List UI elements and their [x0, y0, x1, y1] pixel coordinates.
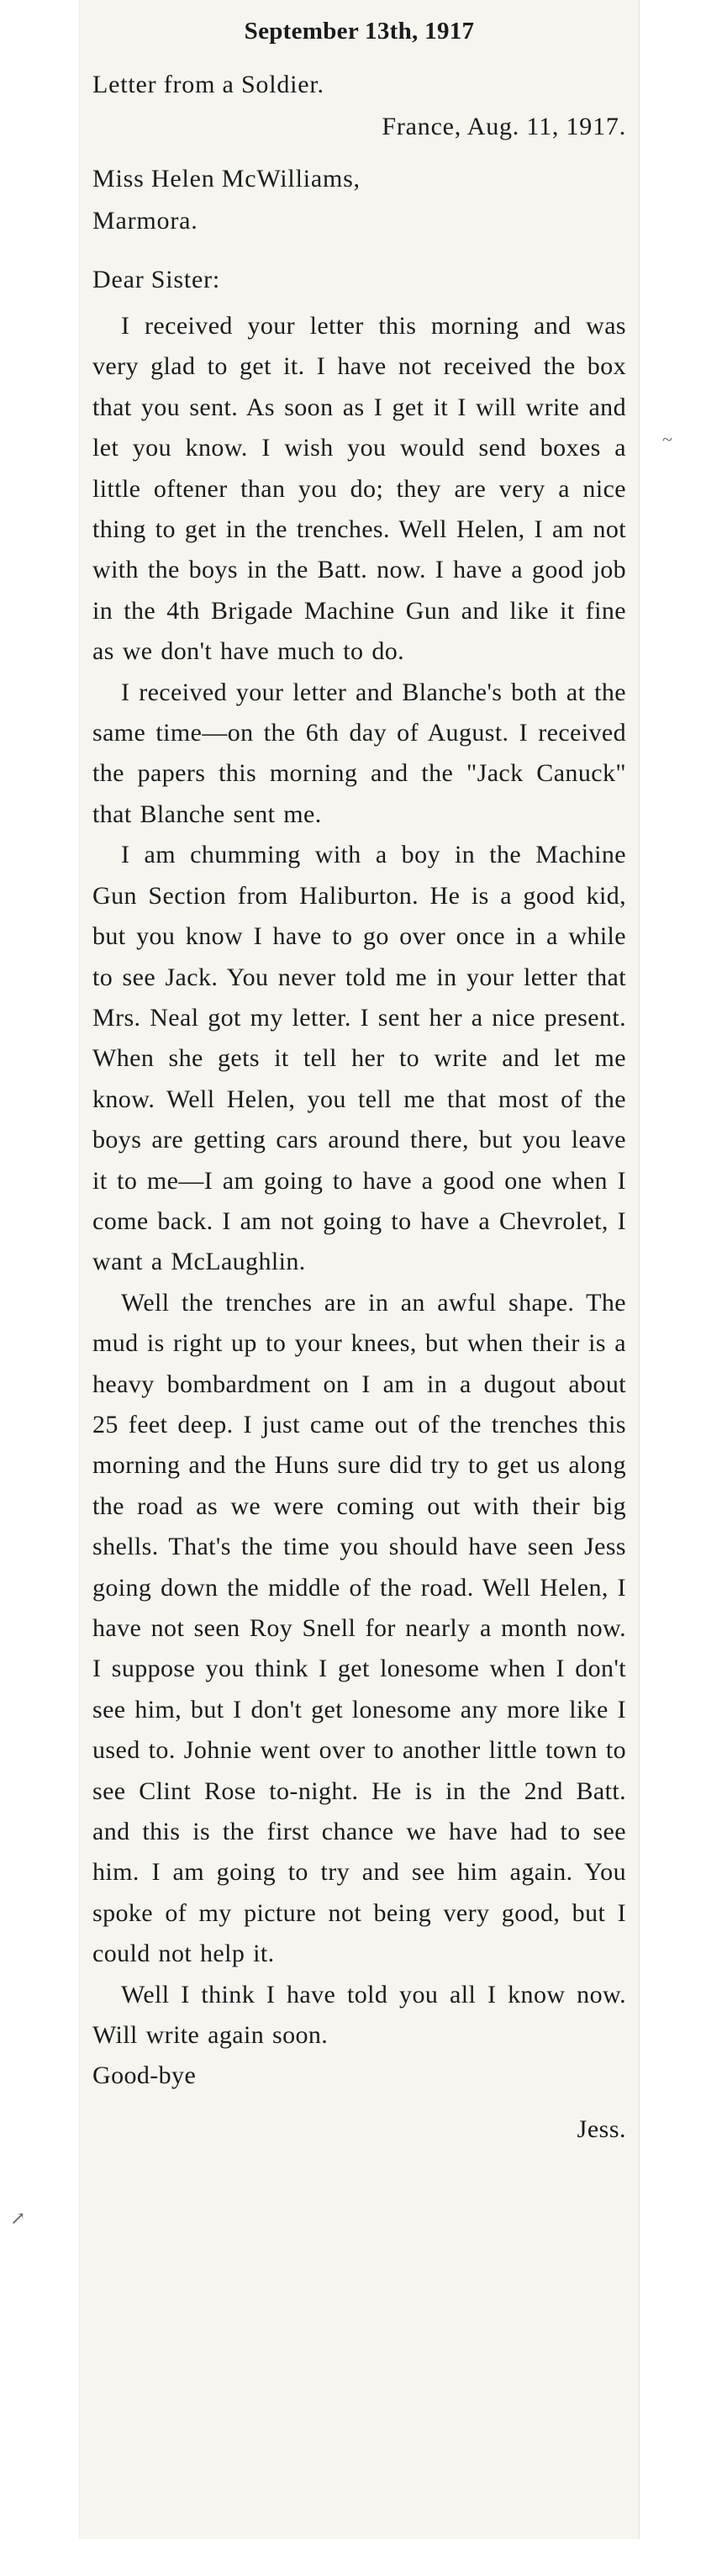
letter-paragraph: I am chumming with a boy in the Machine Gun Section from Haliburton. He is a good kid, but you know I have to go over once in a while to see Jack. You never told me in your letter that Mrs. Neal got my letter. I sent her a nice present. When she gets it tell her to write and let me know. Well Helen, you tell me that most of the boys are getting cars around there, but you leave it to me—I am going to have a good one when I come back. I am not going to have a Chevrolet, I want a McLaughlin. — [92, 841, 626, 1276]
pencil-tick-mark: ~ — [662, 429, 672, 450]
letter-place-date: France, Aug. 11, 1917. — [382, 113, 626, 140]
letter-greeting: Dear Sister: — [92, 266, 221, 293]
letter-paragraph: Well I think I have told you all I know now. Will write again soon. — [92, 1980, 626, 2050]
clipping-content — [92, 12, 626, 2151]
letter-signature: Jess. — [577, 2114, 626, 2143]
addressee-name: Miss Helen McWilliams, — [92, 165, 361, 193]
letter-paragraph: I received your letter and Blanche's both at the same time—on the 6th day of August. I received the papers this morning and the "Jack Canuck" that Blanche sent me. — [92, 678, 626, 828]
pencil-arrow-mark: ↗ — [10, 2208, 26, 2229]
letter-paragraph: I received your letter this morning and was very glad to get it. I have not received the box that you sent. As soon as I get it I will write and let you know. I wish you would send boxes a little oftener than you do; they are very a nice thing to get in the trenches. Well Helen, I am not with the boys in the Batt. now. I have a good job in the 4th Brigade Machine Gun and like it fine as we don't have much to do. — [92, 312, 626, 666]
article-headline: Letter from a Soldier. — [92, 71, 324, 98]
newspaper-clipping — [80, 0, 639, 2539]
addressee-place: Marmora. — [92, 207, 198, 235]
letter-closing: Good-bye — [92, 2061, 197, 2090]
letter-paragraph: Well the trenches are in an awful shape. The mud is right up to your knees, but when their is a heavy bombardment on I am in a dugout about 25 feet deep. I just came out of the trenches this morning and the Huns sure did try to get us along the road as we were coming out with their big shells. That's the time you should have seen Jess going down the middle of the road. Well Helen, I have not seen Roy Snell for nearly a month now. I suppose you think I get lonesome when I don't see him, but I don't get lonesome any more like I used to. Johnie went over to another little town to see Clint Rose to-night. He is in the 2nd Batt. and this is the first chance we have had to see him. I am going to try and see him again. You spoke of my picture not being very good, but I could not help it. — [92, 1288, 626, 1968]
publication-date: September 13th, 1917 — [244, 18, 475, 45]
